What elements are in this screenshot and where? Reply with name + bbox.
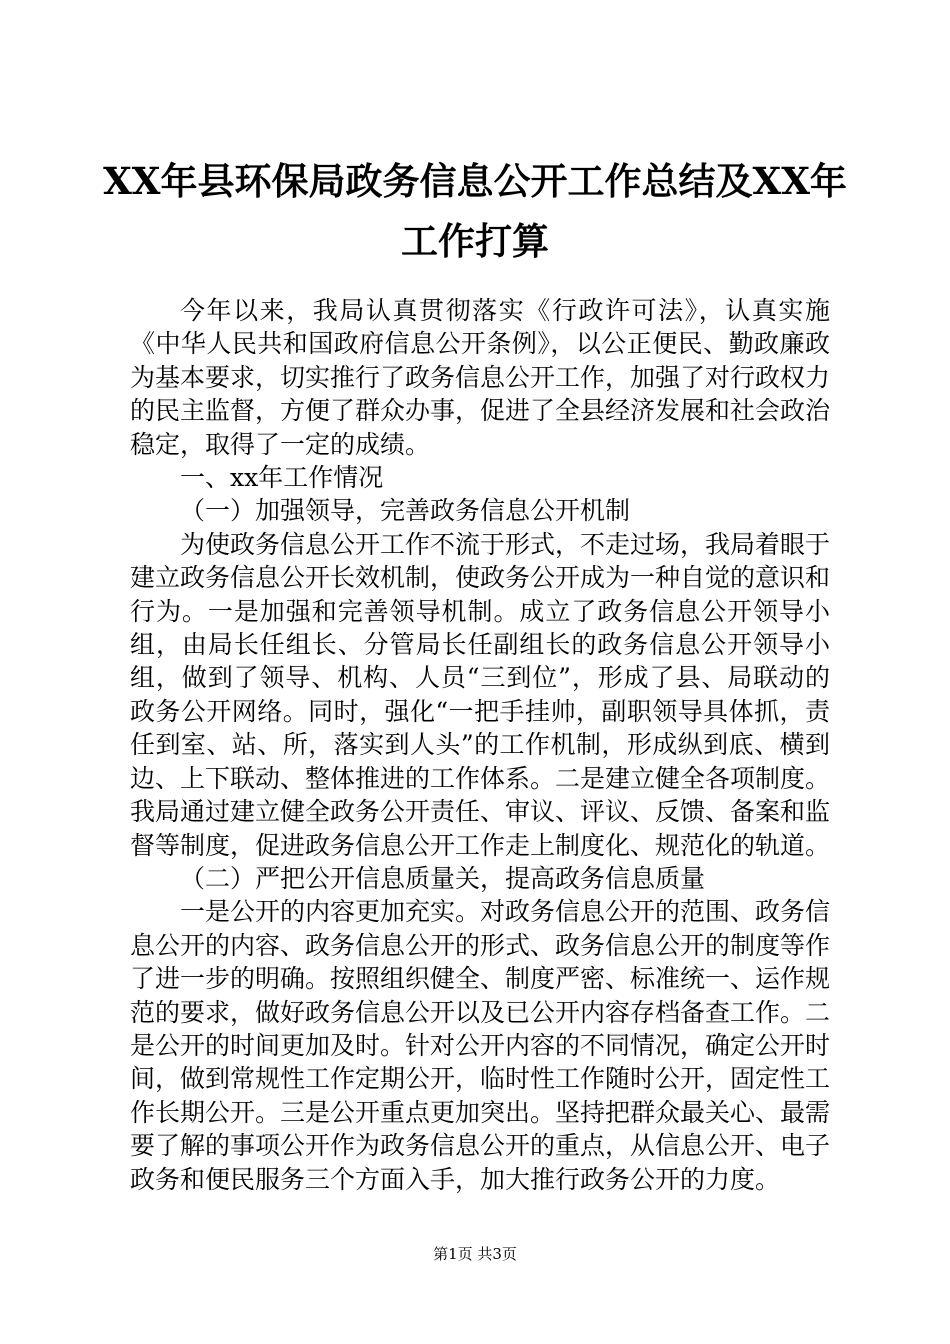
section-heading-1: 一、xx年工作情况 <box>180 463 384 493</box>
subsection-heading-1: （一）加强领导，完善政务信息公开机制 <box>180 496 631 526</box>
document-body <box>130 294 830 1196</box>
body-paragraph-1: 为使政务信息公开工作不流于形式，不走过场，我局着眼于建立政务信息公开长效机制，使政务公开成为一种自觉的意识和行为。一是加强和完善领导机制。成立了政务信息公开领导小组，由局长任组长、分管局长任副组长的政务信息公开领导小组，做到了领导、机构、人员“三到位”，形成了县、局联动的政务公开网络。同时，强化“一把手挂帅，副职领导具体抓，责任到室、站、所，落实到人头”的工作机制，形成纵到底、横到边、上下联动、整体推进的工作体系。二是建立健全各项制度。我局通过建立健全政务公开责任、审议、评议、反馈、备案和监督等制度，促进政务信息公开工作走上制度化、规范化的轨道。 <box>130 529 831 860</box>
page-footer: 第1页 共3页 <box>433 1245 517 1263</box>
body-paragraph-2: 一是公开的内容更加充实。对政务信息公开的范围、政务信息公开的内容、政务信息公开的形式、政务信息公开的制度等作了进一步的明确。按照组织健全、制度严密、标准统一、运作规范的要求，做好政务信息公开以及已公开内容存档备查工作。二是公开的时间更加及时。针对公开内容的不同情况，确定公开时间，做到常规性工作定期公开，临时性工作随时公开，固定性工作长期公开。三是公开重点更加突出。坚持把群众最关心、最需要了解的事项公开作为政务信息公开的重点，从信息公开、电子政务和便民服务三个方面入手，加大推行政务公开的力度。 <box>130 897 831 1194</box>
subsection-heading-2: （二）严把公开信息质量关，提高政务信息质量 <box>180 863 706 893</box>
document-title-line-2: 工作打算 <box>401 219 549 263</box>
intro-paragraph: 今年以来，我局认真贯彻落实《行政许可法》，认真实施《中华人民共和国政府信息公开条例》，以公正便民、勤政廉政为基本要求，切实推行了政务信息公开工作，加强了对行政权力的民主监督，方便了群众办事，促进了全县经济发展和社会政治稳定，取得了一定的成绩。 <box>130 296 831 459</box>
document-title-line-1: XX年县环保局政务信息公开工作总结及XX年 <box>103 159 847 203</box>
